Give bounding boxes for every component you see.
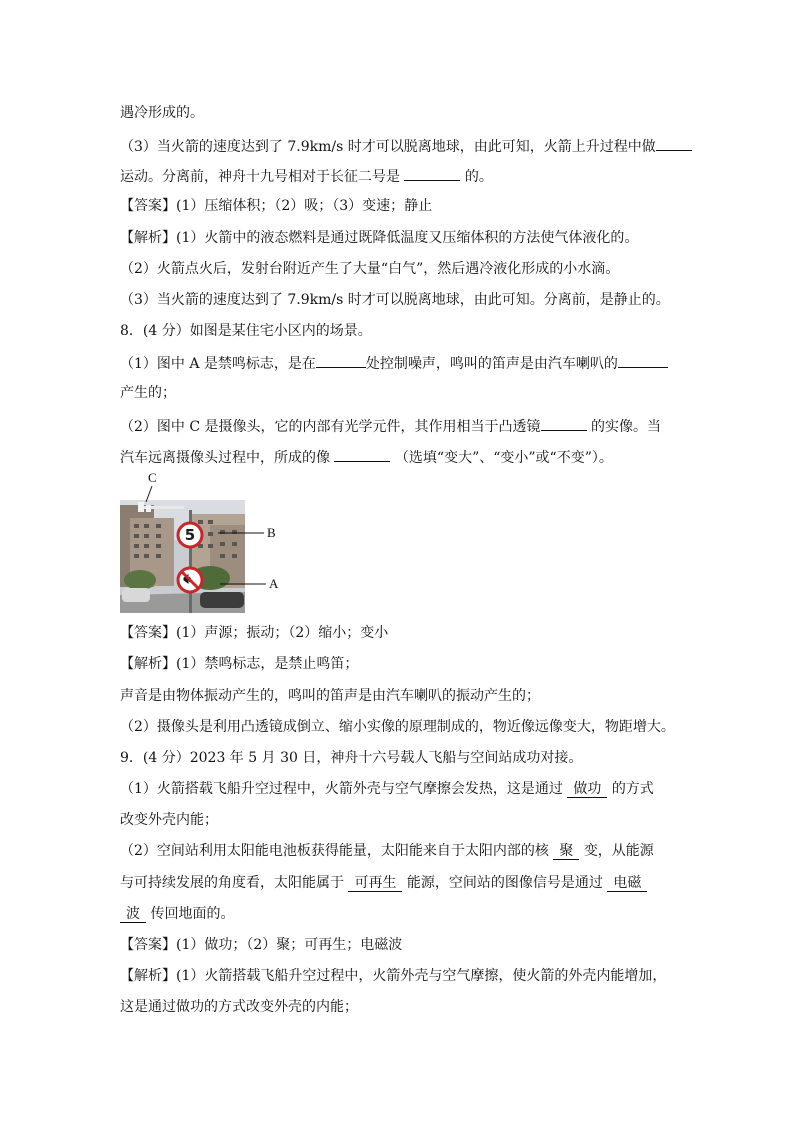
filled-blank: 聚 — [553, 843, 579, 860]
figure-label-b: B — [267, 525, 276, 540]
question-9-title: 9．(4 分）2023 年 5 月 30 日，神舟十六号载人飞船与空间站成功对接。 — [120, 750, 583, 766]
answer-line: 【答案】(1）声源；振动；（2）缩小；变小 — [120, 625, 389, 641]
filled-blank: 可再生 — [348, 875, 402, 892]
text-line: 遇冷形成的。 — [120, 105, 204, 121]
blank — [334, 446, 390, 462]
text-line: 产生的； — [120, 385, 176, 401]
text-line: 声音是由物体振动产生的，鸣叫的笛声是由汽车喇叭的振动产生的； — [120, 688, 540, 704]
question-7-3: （3）当火箭的速度达到了 7.9km/s 时才可以脱离地球，由此可知，火箭上升过程中做 — [120, 135, 692, 157]
speed-sign-number: 5 — [184, 526, 196, 544]
filled-blank: 电磁 — [607, 875, 647, 892]
answer-line: 【答案】(1）做功；（2）聚；可再生；电磁波 — [120, 937, 403, 953]
street-scene-figure — [120, 470, 290, 620]
blank — [618, 352, 668, 368]
text-line: 运动。分离前，神舟十九号相对于长征二号是 的。 — [120, 165, 493, 187]
text-line: （2）火箭点火后，发射台附近产生了大量“白气”，然后遇冷液化形成的小水滴。 — [120, 261, 620, 277]
filled-blank: 波 — [120, 906, 146, 923]
text-line: （3）当火箭的速度达到了 7.9km/s 时才可以脱离地球，由此可知。分离前，是静止的。 — [120, 292, 670, 308]
question-8-1: （1）图中 A 是禁鸣标志，是在 处控制噪声，鸣叫的笛声是由汽车喇叭的 — [120, 352, 668, 374]
answer-line: 【答案】(1）压缩体积；（2）吸；（3）变速；静止 — [120, 198, 433, 214]
text-line: 与可持续发展的角度看，太阳能属于 可再生 能源，空间站的图像信号是通过 电磁 — [120, 873, 647, 893]
analysis-line: 【解析】(1）火箭中的液态燃料是通过既降低温度又压缩体积的方法使气体液化的。 — [120, 230, 639, 246]
blank — [404, 165, 460, 181]
analysis-line: 【解析】(1）火箭搭载飞船升空过程中，火箭外壳与空气摩擦，使火箭的外壳内能增加， — [120, 968, 667, 984]
blank — [316, 352, 366, 368]
text-line: 改变外壳内能； — [120, 812, 218, 828]
text-line: （2）摄像头是利用凸透镜成倒立、缩小实像的原理制成的，物近像远像变大，物距增大。 — [120, 719, 675, 735]
question-8-2: （2）图中 C 是摄像头，它的内部有光学元件，其作用相当于凸透镜 的实像。当 — [120, 415, 661, 437]
question-8-title: 8．(4 分）如图是某住宅小区内的场景。 — [120, 323, 372, 339]
figure-label-c: C — [148, 470, 157, 485]
question-9-2: （2）空间站利用太阳能电池板获得能量，太阳能来自于太阳内部的核 聚 变，从能源 — [120, 843, 654, 859]
filled-blank: 做功 — [567, 781, 607, 798]
blank — [656, 135, 692, 151]
text-line: 汽车远离摄像头过程中，所成的像 （选填“变大”、“变小”或“不变”）。 — [120, 446, 613, 468]
analysis-line: 【解析】(1）禁鸣标志，是禁止鸣笛； — [120, 656, 359, 672]
blank — [541, 415, 587, 431]
question-9-1: （1）火箭搭载飞船升空过程中，火箭外壳与空气摩擦会发热，这是通过 做功 的方式 — [120, 781, 654, 797]
text-line: 这是通过做功的方式改变外壳的内能； — [120, 999, 358, 1015]
figure-leader-lines — [120, 470, 290, 620]
text-line: 波 传回地面的。 — [120, 904, 234, 924]
figure-label-a: A — [269, 576, 279, 591]
